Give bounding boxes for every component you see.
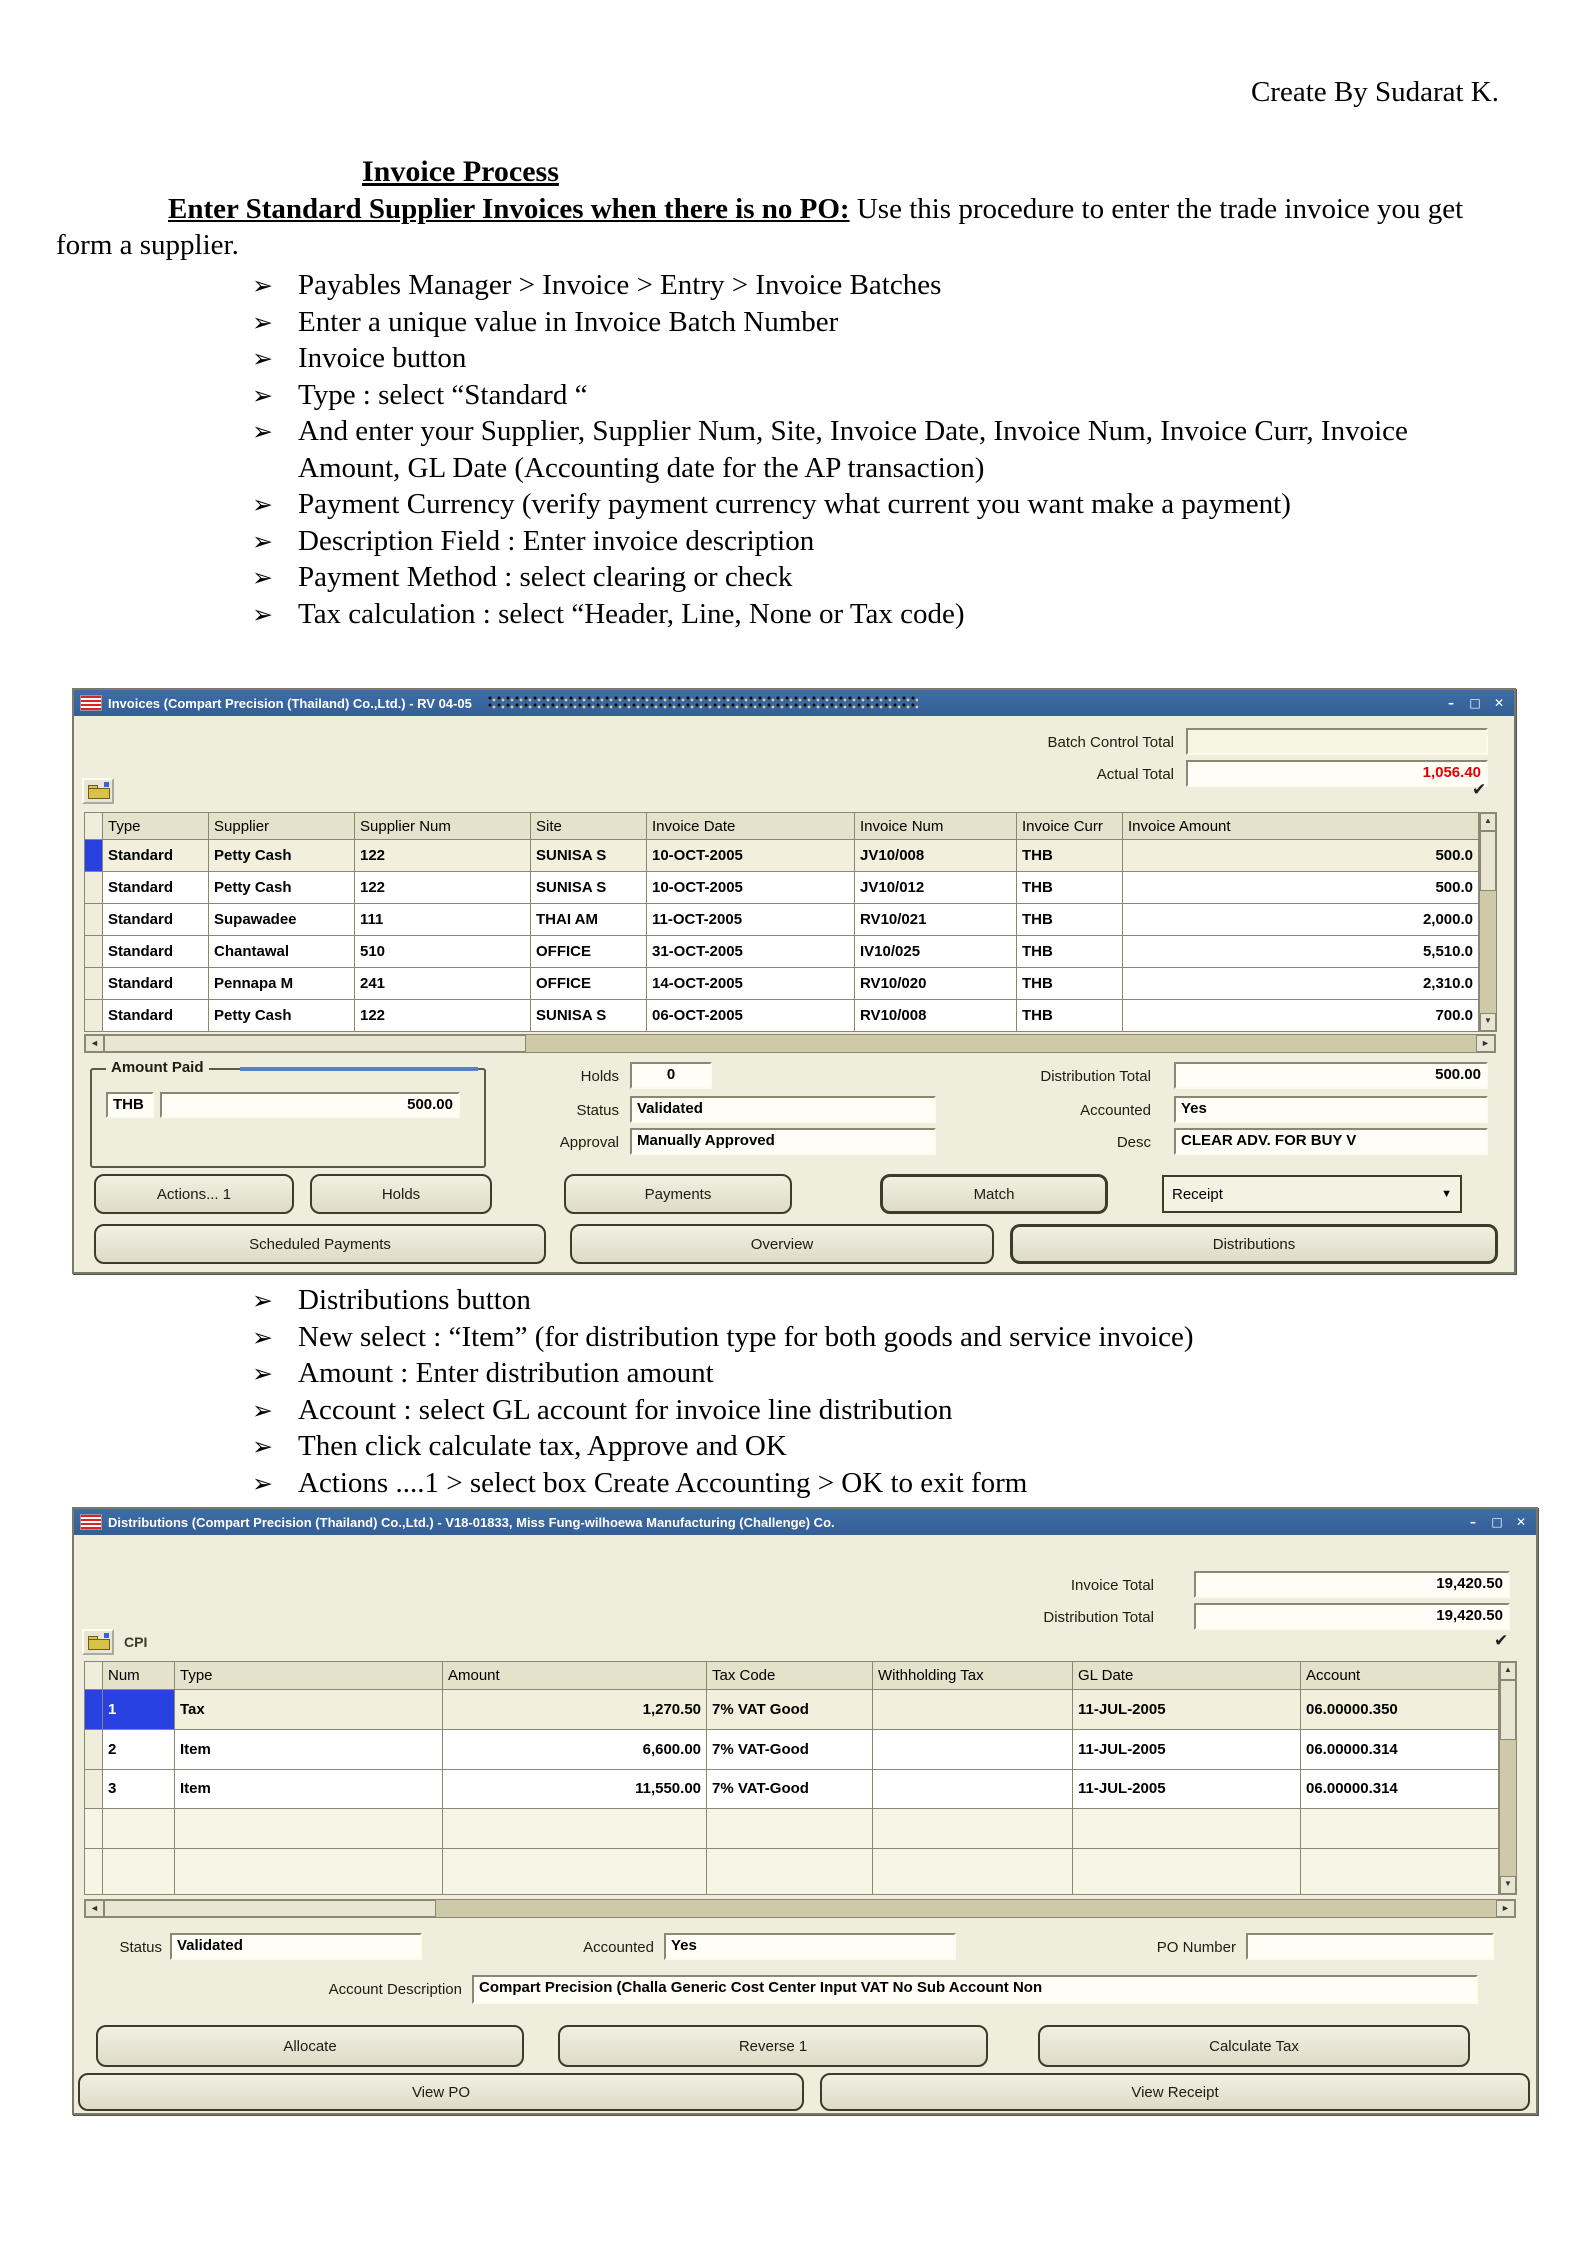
record-indicator[interactable] — [85, 1000, 103, 1032]
arrow-bullet-icon: ➢ — [252, 417, 273, 446]
table-row[interactable]: 2 Item 6,600.00 7% VAT-Good 11-JUL-2005 06.00000.314 — [85, 1729, 1499, 1769]
minimize-icon[interactable]: – — [1470, 1515, 1476, 1529]
chevron-down-icon: ▼ — [1441, 1188, 1452, 1200]
holds-field[interactable]: 0 — [630, 1062, 712, 1089]
actual-total-field[interactable]: 1,056.40 — [1186, 760, 1488, 787]
record-indicator[interactable] — [85, 968, 103, 1000]
actions-button[interactable]: Actions... 1 — [94, 1174, 294, 1214]
arrow-bullet-icon: ➢ — [252, 271, 273, 300]
table-header-row: Type Supplier Supplier Num Site Invoice Date Invoice Num Invoice Curr Invoice Amount — [85, 813, 1479, 840]
record-indicator[interactable] — [85, 1769, 103, 1809]
horizontal-scrollbar[interactable] — [84, 1899, 1516, 1918]
po-number-field[interactable] — [1246, 1933, 1494, 1960]
accounted-label: Accounted — [583, 1939, 654, 1956]
distributions-button[interactable]: Distributions — [1010, 1224, 1498, 1264]
distribution-total-label: Distribution Total — [1043, 1609, 1154, 1626]
arrow-bullet-icon: ➢ — [252, 1395, 273, 1425]
table-row[interactable]: Standard Petty Cash 122 SUNISA S 06-OCT-2005 RV10/008 THB 700.0 — [85, 1000, 1479, 1032]
status-field[interactable]: Validated — [170, 1933, 422, 1960]
holds-button[interactable]: Holds — [310, 1174, 492, 1214]
overview-button[interactable]: Overview — [570, 1224, 994, 1264]
distributions-window — [72, 1507, 1538, 2115]
arrow-bullet-icon: ➢ — [252, 526, 273, 556]
list-item: ➢ Payables Manager > Invoice > Entry > Invoice Batches — [252, 267, 1515, 304]
payments-button[interactable]: Payments — [564, 1174, 792, 1214]
arrow-bullet-icon: ➢ — [252, 344, 273, 373]
list-item: ➢ Payment Method : select clearing or check — [252, 559, 1515, 596]
table-row[interactable]: Standard Pennapa M 241 OFFICE 14-OCT-2005 RV10/020 THB 2,310.0 — [85, 968, 1479, 1000]
account-description-label: Account Description — [328, 1981, 462, 1998]
paid-currency-field[interactable]: THB — [106, 1092, 154, 1118]
scroll-right-icon[interactable]: ► — [1496, 1900, 1515, 1917]
record-indicator[interactable] — [85, 1849, 103, 1895]
po-number-label: PO Number — [1156, 1939, 1236, 1956]
scheduled-payments-button[interactable]: Scheduled Payments — [94, 1224, 546, 1264]
accounted-field[interactable]: Yes — [664, 1933, 956, 1960]
match-button[interactable]: Match — [880, 1174, 1108, 1214]
list-item: ➢ Description Field : Enter invoice description — [252, 523, 1515, 560]
dropdown-value: Receipt — [1172, 1185, 1223, 1203]
distributions-titlebar[interactable] — [74, 1509, 1536, 1535]
desc-label: Desc — [1116, 1134, 1151, 1151]
close-icon[interactable]: ✕ — [1493, 696, 1505, 710]
folder-icon[interactable] — [82, 1629, 114, 1655]
distribution-total-field[interactable]: 500.00 — [1174, 1062, 1488, 1089]
vertical-scrollbar[interactable] — [1499, 1661, 1517, 1895]
list-item: ➢ Actions ....1 > select box Create Accounting > OK to exit form — [252, 1465, 1515, 1502]
approval-label: Approval — [559, 1134, 619, 1151]
status-label: Status — [119, 1939, 162, 1956]
record-indicator[interactable] — [85, 1729, 103, 1769]
list-item: ➢ New select : “Item” (for distribution type for both goods and service invoice) — [252, 1319, 1515, 1356]
arrow-bullet-icon: ➢ — [252, 1468, 273, 1498]
arrow-bullet-icon: ➢ — [252, 1432, 273, 1461]
window-title: Invoices (Compart Precision (Thailand) Co.,Ltd.) - RV 04-05 — [108, 695, 472, 711]
reverse-button[interactable]: Reverse 1 — [558, 2025, 988, 2067]
titlebar-noise — [488, 696, 918, 710]
list-item: ➢ Payment Currency (verify payment currency what current you want make a payment) — [252, 486, 1515, 523]
scrollbar-thumb[interactable] — [104, 1035, 526, 1052]
vertical-scrollbar[interactable] — [1479, 812, 1497, 1032]
table-row[interactable] — [85, 1809, 1499, 1849]
view-receipt-button: View Receipt — [820, 2073, 1530, 2111]
batch-control-total-field[interactable] — [1186, 728, 1488, 755]
window-icon — [80, 1514, 102, 1530]
allocate-button[interactable]: Allocate — [96, 2025, 524, 2067]
record-indicator[interactable] — [85, 840, 103, 872]
intro-bold: Enter Standard Supplier Invoices when there is no PO: — [168, 193, 850, 225]
arrow-bullet-icon: ➢ — [252, 307, 273, 337]
maximize-icon[interactable]: □ — [1469, 696, 1481, 710]
table-row[interactable]: 3 Item 11,550.00 7% VAT-Good 11-JUL-2005 06.00000.314 — [85, 1769, 1499, 1809]
table-header-row: Num Type Amount Tax Code Withholding Tax GL Date Account — [85, 1662, 1499, 1690]
paid-amount-field[interactable]: 500.00 — [160, 1092, 460, 1118]
record-indicator[interactable] — [85, 1690, 103, 1730]
scroll-down-icon[interactable]: ▼ — [1500, 1876, 1516, 1894]
credit-line: Create By Sudarat K. — [1250, 76, 1499, 108]
invoice-total-field[interactable]: 19,420.50 — [1194, 1571, 1510, 1598]
table-row[interactable]: 1 Tax 1,270.50 7% VAT Good 11-JUL-2005 06.00000.350 — [85, 1690, 1499, 1730]
scroll-left-icon[interactable]: ◄ — [85, 1900, 104, 1917]
batch-control-total-label: Batch Control Total — [1047, 734, 1174, 751]
scrollbar-thumb[interactable] — [1500, 1680, 1516, 1740]
scroll-left-icon[interactable]: ◄ — [85, 1035, 104, 1052]
table-row[interactable]: Standard Petty Cash 122 SUNISA S 10-OCT-2005 JV10/012 THB 500.0 — [85, 872, 1479, 904]
minimize-icon[interactable]: – — [1448, 696, 1454, 710]
list-item: ➢ Account : select GL account for invoice line distribution — [252, 1392, 1515, 1429]
scroll-up-icon[interactable]: ▲ — [1500, 1662, 1516, 1680]
list-item: ➢ Invoice button — [252, 340, 1515, 377]
scroll-up-icon[interactable]: ▲ — [1480, 813, 1496, 831]
amount-paid-label: Amount Paid — [106, 1059, 209, 1076]
arrow-bullet-icon: ➢ — [252, 563, 273, 592]
table-row[interactable]: Standard Supawadee 111 THAI AM 11-OCT-2005 RV10/021 THB 2,000.0 — [85, 904, 1479, 936]
table-row[interactable]: Standard Petty Cash 122 SUNISA S 10-OCT-2005 JV10/008 THB 500.0 — [85, 840, 1479, 872]
list-item: ➢ Amount : Enter distribution amount — [252, 1355, 1515, 1392]
bullet-list-1 — [0, 267, 1585, 632]
invoices-window — [72, 688, 1516, 1274]
status-label: Status — [576, 1102, 619, 1119]
table-row[interactable]: Standard Chantawal 510 OFFICE 31-OCT-2005 IV10/025 THB 5,510.0 — [85, 936, 1479, 968]
invoice-total-label: Invoice Total — [1070, 1577, 1154, 1594]
record-indicator-check-icon: ✔ — [1494, 1631, 1509, 1651]
arrow-bullet-icon: ➢ — [252, 1359, 273, 1388]
calculate-tax-button: Calculate Tax — [1038, 2025, 1470, 2067]
scroll-down-icon[interactable]: ▼ — [1480, 1013, 1496, 1031]
arrow-bullet-icon: ➢ — [252, 1286, 273, 1315]
arrow-bullet-icon: ➢ — [252, 1322, 273, 1352]
bullet-list-2 — [0, 1282, 1585, 1501]
status-field[interactable]: Validated — [630, 1096, 936, 1123]
accounted-label: Accounted — [1080, 1102, 1151, 1119]
maximize-icon[interactable]: □ — [1491, 1515, 1503, 1529]
invoices-titlebar[interactable] — [74, 690, 1514, 716]
distribution-total-label: Distribution Total — [1040, 1068, 1151, 1085]
arrow-bullet-icon: ➢ — [252, 490, 273, 519]
folder-tab-label: CPI — [124, 1634, 148, 1650]
arrow-bullet-icon: ➢ — [252, 380, 273, 410]
list-item: ➢ Distributions button — [252, 1282, 1515, 1319]
list-item: ➢ Enter a unique value in Invoice Batch Number — [252, 304, 1515, 341]
scrollbar-thumb[interactable] — [1480, 831, 1496, 891]
holds-label: Holds — [580, 1068, 619, 1085]
view-po-button: View PO — [78, 2073, 804, 2111]
page-title: Invoice Process — [362, 155, 559, 188]
record-indicator[interactable] — [85, 1809, 103, 1849]
arrow-bullet-icon: ➢ — [252, 599, 273, 629]
window-icon — [80, 695, 102, 711]
approval-field[interactable]: Manually Approved — [630, 1128, 936, 1155]
distribution-total-field[interactable]: 19,420.50 — [1194, 1603, 1510, 1630]
list-item: ➢ And enter your Supplier, Supplier Num, Site, Invoice Date, Invoice Num, Invoice Curr, Invoice Amount, GL Date (Accounting date for the AP transaction) — [252, 415, 1408, 484]
close-icon[interactable]: ✕ — [1515, 1515, 1527, 1529]
account-description-field[interactable]: Compart Precision (Challa Generic Cost Center Input VAT No Sub Account Non — [472, 1975, 1478, 2004]
distributions-table — [84, 1661, 1517, 1895]
list-item: ➢ Then click calculate tax, Approve and OK — [252, 1428, 1515, 1465]
intro-rest: Use this procedure to enter the trade invoice you get form a supplier. — [56, 193, 1464, 261]
list-item: ➢ Type : select “Standard “ — [252, 377, 1515, 414]
window-title: Distributions (Compart Precision (Thailand) Co.,Ltd.) - V18-01833, Miss Fung-wilhoewa Manufacturing (Challenge) Co. — [108, 1514, 835, 1530]
horizontal-scrollbar[interactable] — [84, 1034, 1496, 1053]
record-indicator[interactable] — [85, 904, 103, 936]
invoices-table — [84, 812, 1497, 1032]
record-indicator-check-icon: ✔ — [1472, 780, 1487, 800]
amount-paid-groupbox — [90, 1059, 486, 1168]
intro-paragraph — [56, 191, 1515, 263]
actual-total-label: Actual Total — [1096, 766, 1174, 783]
record-indicator[interactable] — [85, 936, 103, 968]
desc-field[interactable]: CLEAR ADV. FOR BUY V — [1174, 1128, 1488, 1155]
folder-icon[interactable] — [82, 778, 114, 804]
list-item: ➢ Tax calculation : select “Header, Line, None or Tax code) — [252, 596, 1515, 633]
scroll-right-icon[interactable]: ► — [1476, 1035, 1495, 1052]
match-type-dropdown[interactable] — [1162, 1175, 1462, 1213]
accounted-field[interactable]: Yes — [1174, 1096, 1488, 1123]
record-indicator[interactable] — [85, 872, 103, 904]
scrollbar-thumb[interactable] — [104, 1900, 436, 1917]
table-row[interactable] — [85, 1849, 1499, 1895]
